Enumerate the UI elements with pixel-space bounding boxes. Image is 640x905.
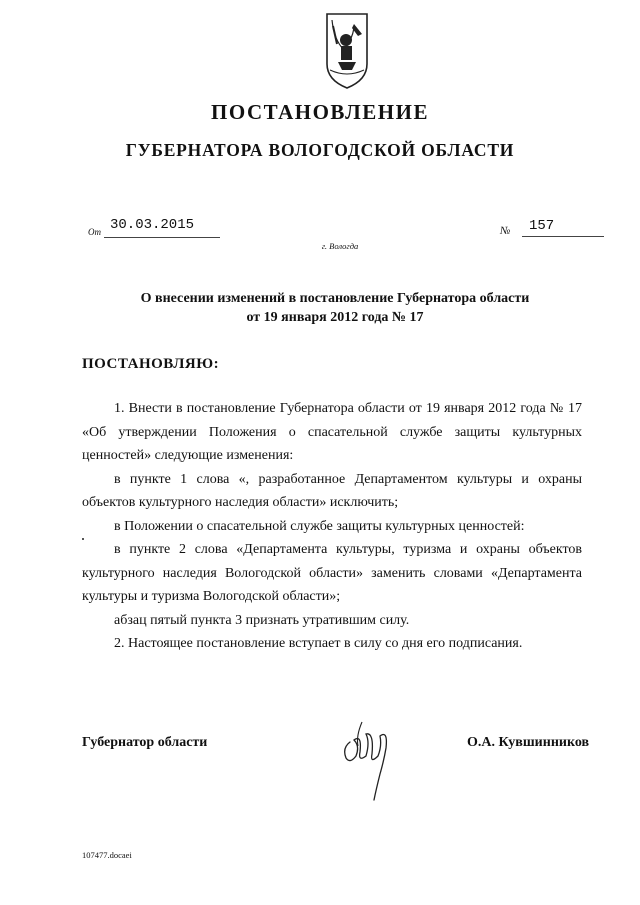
subject-line-1: О внесении изменений в постановление Губернатора области	[140, 291, 530, 306]
paragraph-4: в пункте 2 слова «Департамента культуры, туризма и охраны объектов культурного наследия Вологодской области» заменить словами «Департамента культуры и туризма Вологодской области»;	[82, 542, 582, 604]
number-underline	[522, 236, 604, 237]
coat-of-arms-emblem	[324, 10, 370, 90]
document-title: ПОСТАНОВЛЕНИЕ	[211, 100, 429, 124]
paragraph-3: в Положении о спасательной службе защиты культурных ценностей:	[114, 518, 525, 534]
document-body	[82, 397, 582, 656]
paragraph-1: 1. Внести в постановление Губернатора области от 19 января 2012 года № 17 «Об утверждении Положения о спасательной службе защиты культурных ценностей» следующие изменения:	[82, 401, 582, 463]
number-prefix: №	[500, 225, 511, 237]
subject-line-2: от 19 января 2012 года № 17	[246, 310, 424, 325]
document-subject	[100, 289, 570, 327]
date-prefix: От	[88, 227, 101, 237]
city-label: г. Вологда	[321, 241, 359, 251]
document-number: 157	[529, 218, 555, 234]
document-date: 30.03.2015	[110, 217, 195, 233]
paragraph-6: 2. Настоящее постановление вступает в силу со дня его подписания.	[114, 636, 523, 651]
document-subtitle: ГУБЕРНАТОРА ВОЛОГОДСКОЙ ОБЛАСТИ	[125, 140, 515, 160]
signatory-name: О.А. Кувшинников	[467, 735, 590, 750]
document-file-reference: 107477.docaei	[82, 850, 132, 860]
paragraph-5: абзац пятый пункта 3 признать утратившим силу.	[114, 612, 410, 628]
resolve-heading: ПОСТАНОВЛЯЮ:	[82, 356, 220, 372]
signatory-role: Губернатор области	[82, 735, 208, 750]
paragraph-2: в пункте 1 слова «, разработанное Департаментом культуры и охраны объектов культурного наследия области» исключить;	[82, 471, 582, 510]
date-underline	[104, 237, 220, 238]
handwritten-signature	[336, 712, 396, 804]
